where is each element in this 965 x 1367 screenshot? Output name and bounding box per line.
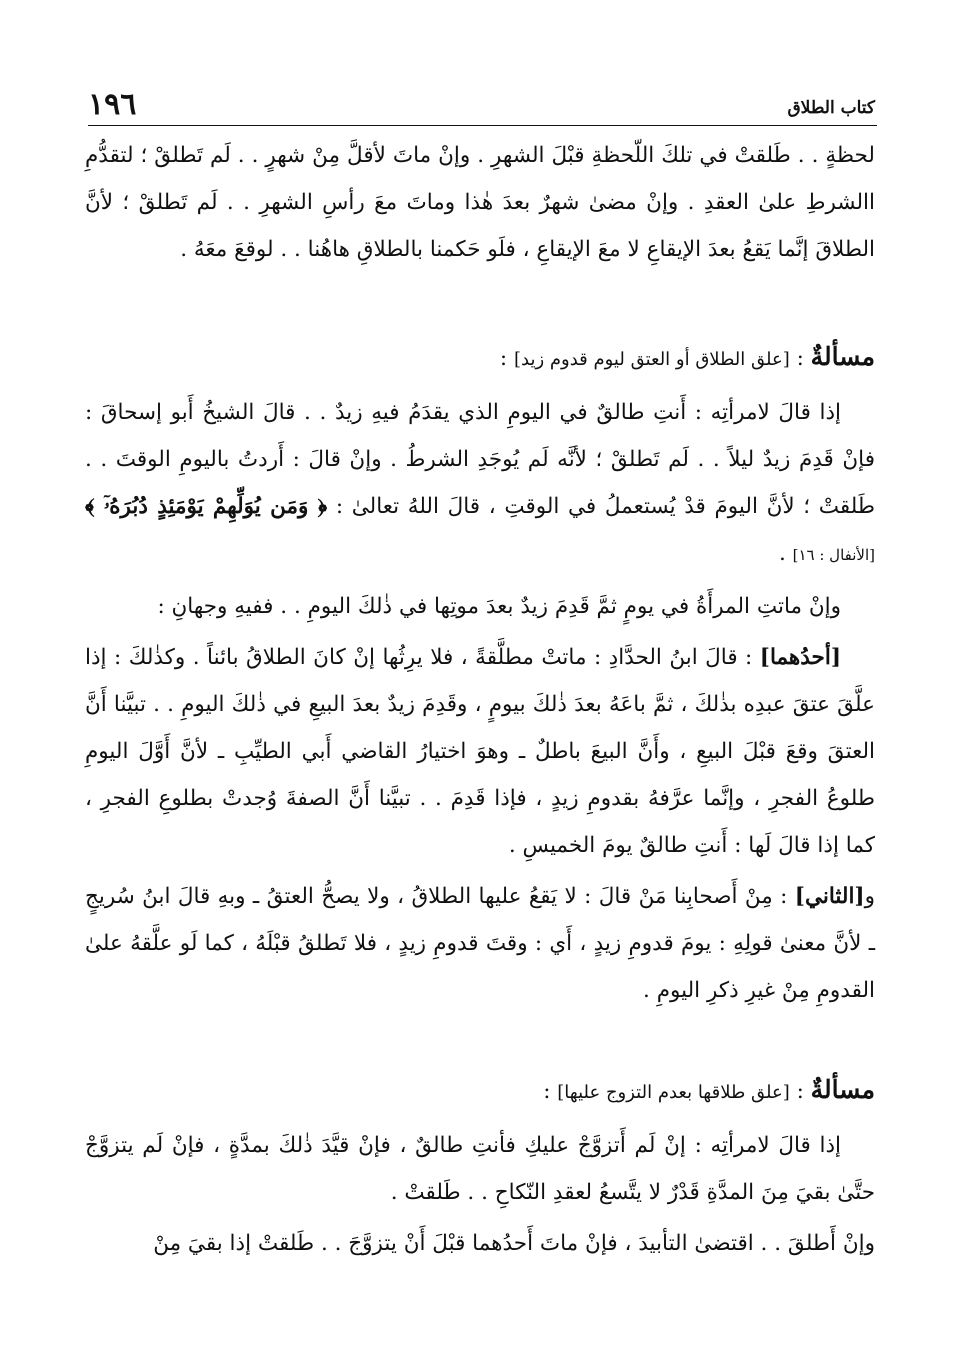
page-body: [85, 132, 875, 1347]
masala-heading-word: مسألةٌ: [810, 1075, 875, 1104]
paragraph-prefix: و: [864, 884, 875, 909]
page-number: ١٩٦: [88, 87, 137, 122]
section2-paragraph-2: وإنْ أَطلقَ . . اقتضىٰ التأبيدَ ، فإنْ ماتَ أَحدُهما قبْلَ أَنْ يتزوَّجَ . . طَلقتْ إذا بقيَ مِنْ: [153, 1231, 875, 1256]
paragraph-text: : مِنْ أَصحابِنا مَنْ قالَ : لا يَقعُ عليها الطلاقُ ، ولا يصحُّ العتقُ ـ وبهِ قالَ ابنُ سُريجٍ ـ لأنَّ معنىٰ قولِهِ : يومَ قدومِ زيدٍ ، أَي : وقتَ قدومِ زيدٍ ، فلا تَطلقُ قبْلَهُ ، كما لَو علَّقهُ علىٰ القدومِ مِنْ غيرِ ذكرِ اليومِ .: [85, 884, 875, 1003]
page-header: [88, 88, 875, 122]
heading-end: :: [499, 346, 514, 371]
header-rule: [88, 125, 877, 126]
heading-colon: :: [789, 1079, 811, 1104]
masala-heading-word: مسألةٌ: [810, 342, 875, 371]
heading-end: :: [543, 1079, 558, 1104]
section1-paragraph-2: وإنْ ماتتِ المرأَةُ في يومٍ ثمَّ قَدِمَ زيدٌ بعدَ موتِها في ذٰلكَ اليومِ . . ففيهِ وجهانِ :: [157, 594, 841, 619]
paragraph-end: .: [778, 541, 793, 566]
second-view-label: [الثاني]: [794, 884, 865, 909]
sura-reference: [الأنفال : ١٦]: [792, 546, 875, 564]
first-view-label: [أحدُهما]: [759, 645, 841, 670]
section1-paragraph-3: [85, 634, 875, 869]
section1-paragraph-1: [85, 389, 875, 579]
heading-topic: [علق طلاقها بعدم التزوج عليها]: [557, 1082, 790, 1103]
intro-paragraph: لحظةٍ . . طَلقتْ في تلكَ اللّحظةِ قبْلَ الشهرِ . وإنْ ماتَ لأقلَّ مِنْ شهرٍ . . لَم تَطلقْ ؛ لتقدُّمِ االشرطِ علىٰ العقدِ . وإنْ مضىٰ شهرٌ بعدَ هٰذا وماتَ معَ رأسِ الشهرِ . . لَم تَطلقْ ؛ لأنَّ الطلاقَ إنَّما يَقعُ بعدَ الإيقاعِ لا معَ الإيقاعِ ، فلَو حَكمنا بالطلاقِ هاهُنا . . لوقعَ معَهُ .: [85, 143, 875, 262]
quran-verse: ﴿ وَمَن يُوَلِّهِمْ يَوْمَئِذٍ دُبُرَهُۥٓ ﴾: [85, 494, 328, 519]
paragraph-text: : قالَ ابنُ الحدَّادِ : ماتتْ مطلَّقةً ، فلا يرِثُها إنْ كانَ الطلاقُ بائناً . وكذٰلكَ : إذا علَّقَ عتقَ عبدِه بذٰلكَ ، ثمَّ باعَهُ بعدَ ذٰلكَ بيومٍ ، وقَدِمَ زيدٌ بعدَ البيعِ في ذٰلكَ اليومِ . . تبيَّنا أَنَّ العتقَ وقعَ قبْلَ البيعِ ، وأَنَّ البيعَ باطلٌ ـ وهوَ اختيارُ القاضي أَبي الطيِّبِ ـ لأنَّ أَوَّلَ اليومِ طلوعُ الفجرِ ، وإنَّما عرَّفهُ بقدومِ زيدٍ ، فإذا قَدِمَ . . تبيَّنا أَنَّ الصفةَ وُجدتْ بطلوعِ الفجرِ ، كما إذا قالَ لَها : أَنتِ طالقٌ يومَ الخميسِ .: [85, 645, 875, 858]
heading-topic: [علق الطلاق أو العتق ليوم قدوم زيد]: [513, 349, 790, 370]
heading-colon: :: [789, 346, 811, 371]
section2-paragraph-1: إذا قالَ لامرأتِه : إنْ لَم أَتزوَّجْ عليكِ فأنتِ طالقٌ ، فإنْ قيَّدَ ذٰلكَ بمدَّةٍ ، فإنْ لَم يتزوَّجْ حتَّىٰ بقيَ مِنَ المدَّةِ قَدْرٌ لا يتَّسعُ لعقدِ النّكاحِ . . طَلقتْ .: [85, 1133, 875, 1205]
section1-paragraph-4: [85, 873, 875, 1014]
running-title: كتاب الطلاق: [787, 98, 875, 118]
section-heading-2: [85, 1066, 875, 1116]
section-heading-1: [85, 333, 875, 383]
paragraph-text: إذا قالَ لامرأتِه : أَنتِ طالقٌ في اليومِ الذي يقدَمُ فيهِ زيدٌ . . قالَ الشيخُ أَبو إسحاقَ : فإنْ قَدِمَ زيدٌ ليلاً . . لَم تَطلقْ ؛ لأنَّه لَم يُوجَدِ الشرطُ . وإنْ قالَ : أَردتُ باليومِ الوقتَ . . طَلقتْ ؛ لأنَّ اليومَ قدْ يُستعملُ في الوقتِ ، قالَ اللهُ تعالىٰ :: [85, 400, 876, 519]
